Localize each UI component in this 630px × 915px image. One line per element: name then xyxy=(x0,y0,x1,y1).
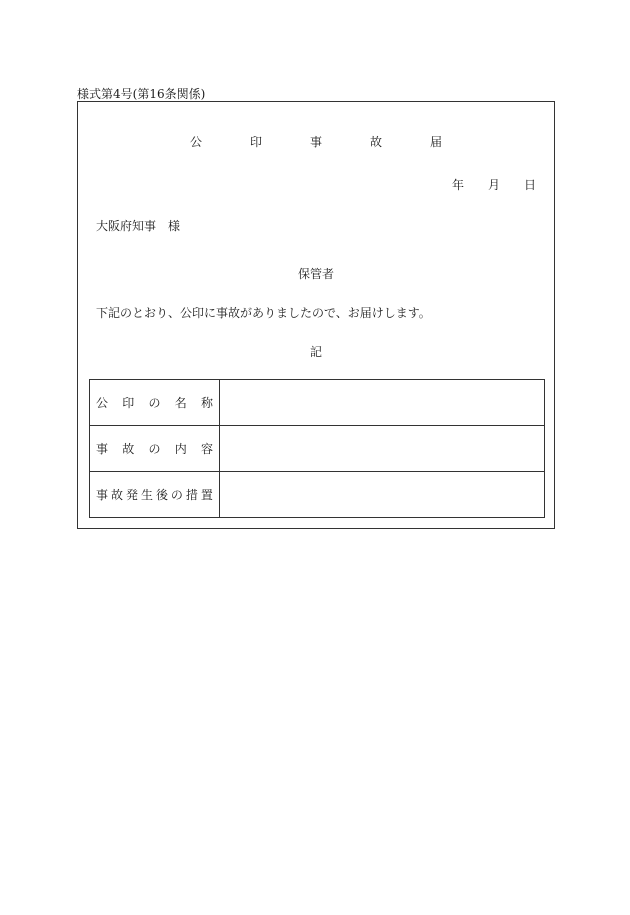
label-char: 事 xyxy=(96,488,109,502)
row-label-seal-name xyxy=(90,380,220,426)
details-table xyxy=(89,379,545,518)
seal-name-field[interactable] xyxy=(220,380,545,426)
label-char: の xyxy=(148,442,161,456)
label-char: 公 xyxy=(96,396,109,410)
keeper-label: 保管者 xyxy=(297,267,334,281)
label-char: 後 xyxy=(155,488,168,502)
title-char: 事 xyxy=(309,135,322,149)
label-char: 内 xyxy=(174,442,187,456)
label-char: 称 xyxy=(200,396,213,410)
title-char: 届 xyxy=(429,135,442,149)
label-char: の xyxy=(170,488,183,502)
label-char: 印 xyxy=(122,396,135,410)
label-char: 発 xyxy=(125,488,138,502)
row-label-post-incident-measures xyxy=(90,472,220,518)
label-char: 事 xyxy=(96,442,109,456)
title-char: 公 xyxy=(189,135,202,149)
label-char: 名 xyxy=(174,396,187,410)
date-month: 月 xyxy=(487,178,500,192)
label-char: 措 xyxy=(185,488,198,502)
post-incident-measures-field[interactable] xyxy=(220,472,545,518)
form-title xyxy=(78,133,554,150)
statement-text: 下記のとおり、公印に事故がありましたので、お届けします。 xyxy=(96,306,431,320)
label-char: 生 xyxy=(140,488,153,502)
addressee: 大阪府知事 様 xyxy=(96,219,181,233)
label-char: 故 xyxy=(122,442,135,456)
table-row xyxy=(90,426,545,472)
title-char: 故 xyxy=(369,135,382,149)
label-char: 置 xyxy=(200,488,213,502)
row-label-incident-details xyxy=(90,426,220,472)
label-char: 容 xyxy=(200,442,213,456)
incident-details-field[interactable] xyxy=(220,426,545,472)
label-char: の xyxy=(148,396,161,410)
title-char: 印 xyxy=(249,135,262,149)
form-number: 様式第4号(第16条関係) xyxy=(77,87,206,101)
table-row xyxy=(90,380,545,426)
label-char: 故 xyxy=(110,488,123,502)
date-year: 年 xyxy=(451,178,464,192)
date-line xyxy=(452,176,536,193)
table-row xyxy=(90,472,545,518)
note-heading: 記 xyxy=(309,345,322,359)
date-day: 日 xyxy=(523,178,536,192)
form-frame xyxy=(77,101,555,529)
